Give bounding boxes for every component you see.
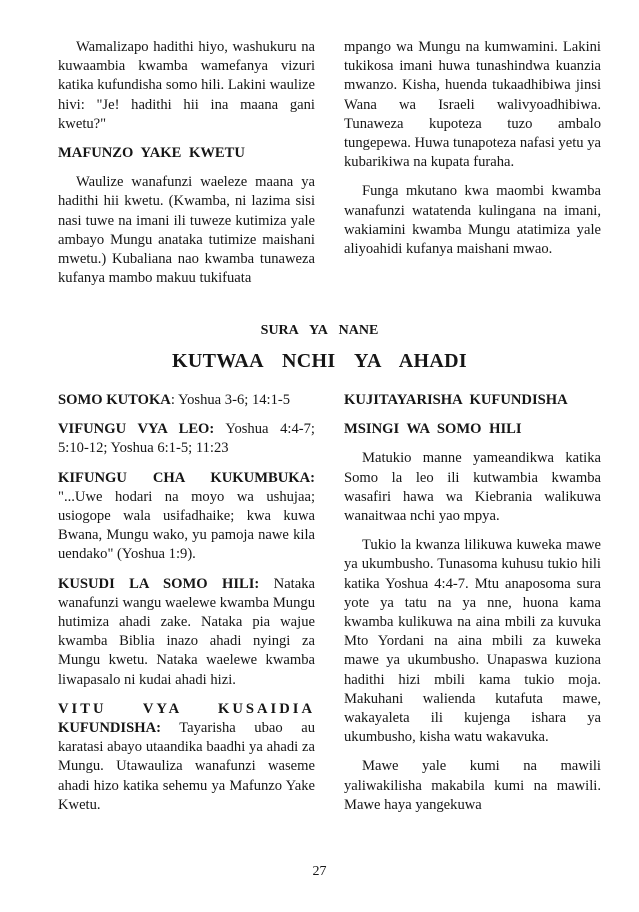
text: Tayarisha ubao au karatasi abayo utaandika baadhi ya ahadi za Mungu. Utawauliza wanafunzi waseme ahadi hizo katika sehemu ya Mafunzo Yake Kwetu. [58, 720, 315, 813]
paragraph: Funga mkutano kwa maombi kwamba wanafunzi watatenda kulingana na imani, wakiamini kwamba Mungu atatimiza yale aliyoahidi kufanya maishani mwao. [344, 183, 601, 258]
label: KUFUNDISHA: [58, 720, 161, 737]
chapter-subtitle: SURA YA NANE [260, 323, 379, 338]
label: KUSUDI LA SOMO HILI: [58, 575, 260, 592]
paragraph: Waulize wanafunzi waeleze maana ya hadithi hii kwetu. (Kwamba, ni lazima sisi nasi tuwe na imani ili tuweze kutimiza yale ambayo Mungu anataka tutimize maishani mwetu.) Kubaliana nao kwamba tunaweza kufanya mambo makuu tukifuata [58, 174, 315, 287]
text: Yoshua 4:4-7; 5:10-12; Yoshua 6:1-5; 11:23 [58, 421, 315, 457]
teaching-aids [58, 700, 315, 815]
label: SOMO KUTOKA [58, 392, 171, 408]
label: VIFUNGU VYA LEO: [58, 421, 215, 438]
label: KIFUNGU CHA KUKUMBUKA: [58, 469, 315, 486]
chapter-title-text: KUTWAA NCHI YA AHADI [172, 350, 467, 372]
paragraph: Mawe yale kumi na mawili yaliwakilisha makabila kumi na mawili. Mawe haya yangekuwa [344, 758, 601, 813]
text: "...Uwe hodari na moyo wa ushujaa; usiogope wala usifadhaike; kwa kuwa Bwana, Mungu wako, yu pamoja nawe kila uendako" (Yoshua 1:9). [58, 488, 315, 563]
paragraph: Tukio la kwanza lilikuwa kuweka mawe ya ukumbusho. Tunasoma kuhusu tukio hili katika Yoshua 4:4-7. Mtu anaposoma sura yote ya tatu na ya nne, huona kama kwamba kulikuwa na aina mbili za kuvuka Mto Yordani na aina mbili za kuweka mawe ya ukumbusho. Unapaswa kuziona hadithi hizi mbili kama tukio moja. Makuhani walienda kutafuta mawe, wakayaleta ili kujenga ishara ya ukumbusho, kisha watu wakavuka. [344, 537, 601, 746]
lesson-aim [58, 575, 315, 690]
todays-verses [58, 420, 315, 458]
paragraph: Wamalizapo hadithi hiyo, washukuru na kuwaambia kwamba wamefanya vizuri katika kufundisha somo hili. Lakini waulize hivi: "Je! hadithi hii ina maana gani kwetu?" [58, 39, 315, 132]
section-heading: MAFUNZO YAKE KWETU [58, 145, 245, 162]
paragraph: mpango wa Mungu na kumwamini. Lakini tukikosa imani huwa tunashindwa kuanzia mwanzo. Kisha, huenda tukaadhibiwa jinsi Wana wa Israeli walivyoadhibiwa. Tunaweza kupoteza tuzo ambalo tungepewa. Huwa tunapoteza nafasi yetu ya kubarikiwa na kupata furaha. [344, 39, 601, 171]
text: Nataka wanafunzi wangu waelewe kwamba Mungu hutimiza ahadi zake. Nataka pia wajue kwamba Biblia inazo ahadi nyingi za Mungu kwetu. Nataka waelewe kwamba liwapasalo ni kudai ahadi hizi. [58, 575, 315, 688]
bottom-left-column [58, 391, 315, 825]
label: VITU VYA KUSAIDIA [58, 700, 315, 717]
lesson-source [58, 391, 315, 410]
chapter-title [0, 350, 639, 373]
section-heading: KUJITAYARISHA KUFUNDISHA [344, 392, 568, 408]
page-number: 27 [312, 864, 327, 879]
memory-verse [58, 469, 315, 565]
section-heading: MSINGI WA SOMO HILI [344, 421, 522, 438]
paragraph: Matukio manne yameandikwa katika Somo la leo ili kutwambia kwamba wasafiri hawa wa Kiebrania walikuwa wanaitwaa nchi yao mpya. [344, 450, 601, 525]
top-right-column [344, 38, 601, 269]
bottom-right-column [344, 391, 601, 825]
top-left-column [58, 38, 315, 298]
text: : Yoshua 3-6; 14:1-5 [170, 392, 291, 408]
